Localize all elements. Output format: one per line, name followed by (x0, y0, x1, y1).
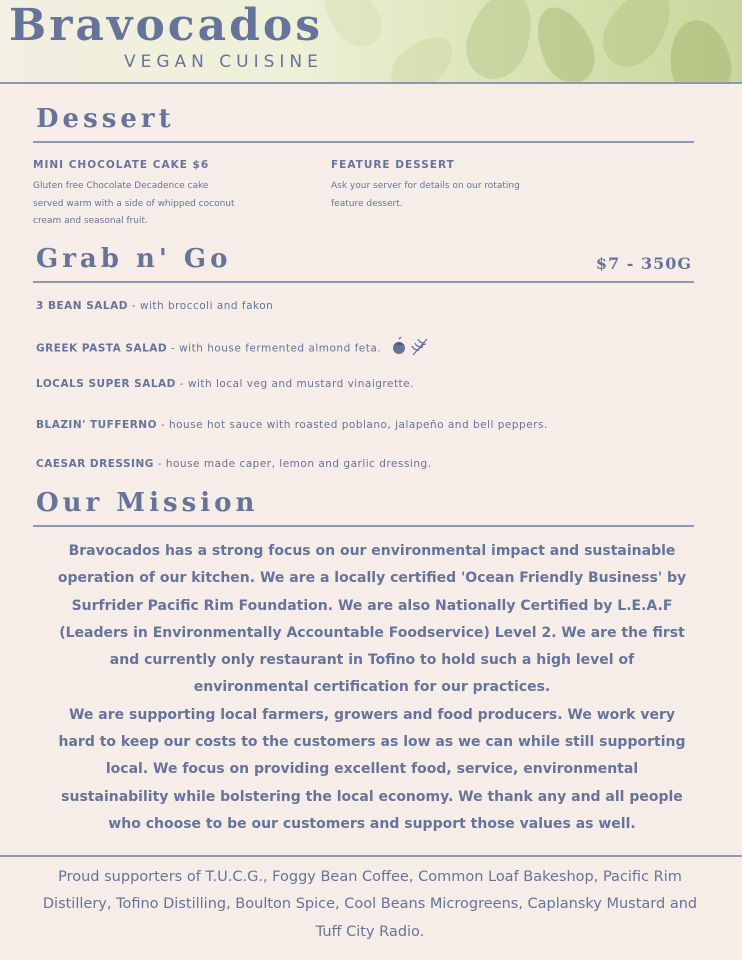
dessert-divider (33, 141, 694, 143)
wheat-icon (412, 339, 427, 355)
leaf-decoration (525, 0, 604, 82)
header-divider (0, 82, 742, 84)
grab-item: BLAZIN' TUFFERNO - house hot sauce with roasted poblano, jalapeño and bell peppers. (36, 419, 548, 431)
dessert-item-description: Gluten free Chocolate Decadence cake served warm with a side of whipped coconut cream and seasonal fruit. (33, 181, 235, 226)
brand-title: Bravocados (9, 0, 323, 51)
mission-divider (33, 525, 694, 527)
acorn-icon (391, 337, 431, 357)
grab-title: Grab n' Go (36, 244, 232, 274)
dessert-title: Dessert (36, 104, 175, 134)
dessert-item-name: MINI CHOCOLATE CAKE $6 (33, 159, 210, 171)
diet-icons (391, 337, 431, 360)
grab-item: CAESAR DRESSING - house made caper, lemon and garlic dressing. (36, 458, 432, 470)
grab-item: 3 BEAN SALAD - with broccoli and fakon (36, 300, 274, 312)
leaf-decoration (381, 25, 464, 82)
mission-text (52, 538, 692, 838)
leaf-decoration (313, 0, 392, 56)
mission-title: Our Mission (36, 488, 259, 518)
supporters-text: Proud supporters of T.U.C.G., Foggy Bean Coffee, Common Loaf Bakeshop, Pacific Rim Distillery, Tofino Distilling, Boulton Spice, Cool Beans Microgreens, Caplansky Mustard and Tuff City Radio. (42, 869, 698, 940)
dessert-item-description: Ask your server for details on our rotating feature dessert. (331, 181, 520, 209)
mission-paragraph: We are supporting local farmers, growers and food producers. We work very hard to keep our costs to the customers as low as we can while still supporting local. We focus on providing excellent food, service, environmental sustainability while bolstering the local economy. We thank any and all people who choose to be our customers and support those values as well. (58, 706, 686, 832)
grab-divider (33, 281, 694, 283)
leaf-decoration (664, 15, 737, 82)
dessert-item-name: FEATURE DESSERT (331, 159, 455, 171)
footer-divider (0, 855, 742, 857)
header-banner (0, 0, 742, 82)
grab-item: LOCALS SUPER SALAD - with local veg and mustard vinaigrette. (36, 378, 414, 390)
grab-item: GREEK PASTA SALAD - with house fermented almond feta. (36, 337, 431, 360)
grab-price: $7 - 350G (595, 254, 692, 273)
leaf-decoration (456, 0, 543, 82)
mission-paragraph: Bravocados has a strong focus on our environmental impact and sustainable operation of our kitchen. We are a locally certified 'Ocean Friendly Business' by Surfrider Pacific Rim Foundation. We are also Nationally Certified by L.E.A.F (Leaders in Environmentally Accountable Foodservice) Level 2. We are the first and currently only restaurant in Tofino to hold such a high level of environmental certification for our practices. (57, 543, 687, 696)
brand-subtitle: VEGAN CUISINE (124, 52, 323, 72)
